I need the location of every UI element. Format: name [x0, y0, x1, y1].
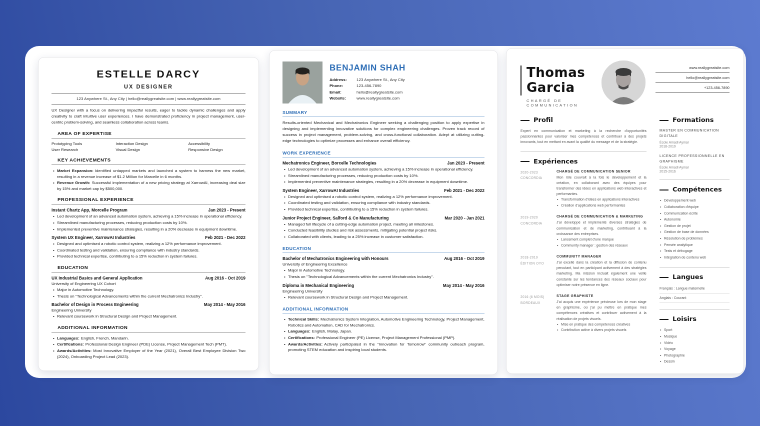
education-bullets — [52, 314, 246, 320]
formation-school: École Amadi Aymar — [659, 140, 689, 145]
bullet-label: Languages: — [57, 335, 80, 341]
resume-name: BENJAMIN SHAH — [329, 63, 406, 73]
experience-company: ÉDITION OYO — [520, 261, 545, 266]
section-heading: WORK EXPERIENCE — [283, 151, 485, 158]
experience-dates: Mar 2020 - Jan 2021 — [444, 215, 485, 221]
education-dates: May 2014 - May 2016 — [203, 302, 246, 308]
experience-header — [283, 215, 485, 220]
experience-header — [283, 188, 485, 193]
contact-value: 123-456-7890 — [356, 83, 382, 89]
bullet-item: • Provided technical expertise, contributing to a 15% reduction in system failures. — [283, 206, 485, 212]
formation-school: École Amadi Aymar — [659, 166, 689, 170]
bullet-label: Awards/Activities: — [288, 341, 323, 347]
thomas-photo-avatar — [602, 61, 646, 105]
dash-ornament — [521, 161, 530, 162]
contact-row: +123-456-7890 — [656, 85, 730, 93]
experience-bullets — [557, 197, 647, 209]
bullet-item: • Transformation d'idées en applications interactives — [557, 197, 647, 203]
bullet-text: Successful implementation of a new pricing strategy at XarrowAI, increasing deal size by 15% and market cap by $500,000. — [57, 180, 246, 191]
divider — [660, 309, 730, 310]
bullet-item: • Contribution active à divers projets visuels — [557, 328, 647, 334]
section-heading-label: Loisirs — [672, 315, 697, 324]
section-heading: ADDITIONAL INFORMATION — [283, 307, 485, 314]
additional-list — [283, 317, 485, 353]
experience-title: STAGE GRAPHISTE — [556, 294, 594, 298]
additional-list — [52, 335, 246, 359]
experience-period: 2020-2023 — [520, 170, 538, 175]
bullet-text: Identified untapped markets and launched a system to harness the new market, resulting in a revenue increase of $1.2 Million for Marcelle in 6 months. — [57, 168, 246, 179]
resume-card-estelle[interactable] — [38, 57, 259, 371]
expertise-item: Accessibility — [188, 141, 211, 146]
header-text-block — [330, 62, 406, 104]
experience-body — [557, 255, 647, 288]
resume-name: Thomas Garcia — [526, 65, 586, 96]
bullet-item: • Led development of an advanced automation system, achieving a 15% increase in operational efficiency. — [283, 167, 485, 173]
section-heading: SUMMARY — [283, 110, 485, 117]
experience-item — [521, 255, 647, 288]
experience-period: 2019-2020 — [520, 216, 538, 220]
divider — [521, 151, 647, 152]
skill-item: • Collaboration d'équipe — [660, 204, 730, 210]
experience-title: Junior Project Engineer, Salford & Co Manufacturing — [282, 215, 389, 221]
skill-item: • Résolution de problèmes — [660, 236, 730, 242]
contact-value: hello@reallygreatsite.com — [356, 89, 403, 95]
bullet-label: Revenue Growth: — [57, 180, 91, 186]
hobby-item: • Dessin — [660, 359, 730, 365]
experience-meta — [521, 215, 552, 248]
bullet-item: • Relevant coursework in Structural Design and Project Management. — [52, 314, 246, 320]
expertise-grid — [52, 142, 246, 153]
experience-company: CONCORDIA — [520, 222, 543, 226]
resume-name: ESTELLE DARCY — [96, 68, 201, 80]
experience-title: Instant Chartz App, Morcelle Program — [51, 207, 128, 213]
skill-item: • Gestion de base de données — [660, 230, 730, 236]
formation-dates: 2015-2016 — [659, 170, 676, 174]
experience-dates: Feb 2021 - Dec 2022 — [205, 235, 246, 241]
experience-title: CHARGÉ DE COMMUNICATION SENIOR — [556, 169, 631, 174]
education-bullets — [283, 294, 485, 300]
bullet-text: Most Innovative Employer of the Year (2021), Overall Best Employee Division Two (2024), Onboarding Project Lead (2023). — [57, 348, 246, 359]
section-heading: KEY ACHIEVEMENTS — [52, 158, 246, 166]
bullet-item — [283, 317, 485, 329]
experience-bullets — [557, 322, 647, 334]
bullet-item: • Streamlined manufacturing processes, reducing production costs by 10%. — [283, 173, 485, 179]
contact-label: Phone: — [329, 83, 344, 89]
experience-bullets — [283, 167, 485, 185]
bullet-label: Technical Skills: — [288, 317, 320, 322]
bullet-item — [52, 342, 246, 348]
education-dates: May 2014 - May 2016 — [442, 282, 485, 288]
section-heading — [660, 316, 730, 324]
bullet-item — [283, 329, 485, 335]
expertise-item: Interaction Design — [115, 141, 148, 146]
contact-row: hello@reallygreatsite.com — [656, 75, 730, 83]
contact-line: 123 Anywhere St., Any City | hello@reallygreatsite.com | www.reallygreatsite.com — [76, 96, 221, 101]
resume-card-thomas[interactable] — [506, 48, 744, 374]
bullet-text: Mechatronics System Integration, Automotive Engineering Technology, Project Management, Robotics and Automation, CAD for Mechatronics. — [288, 317, 485, 328]
experience-body — [557, 170, 647, 209]
experience-title: CHARGÉ DE COMMUNICATION & MARKETING — [556, 215, 644, 219]
experience-text: J'ai acquis une expérience précieuse lors de mon stage en graphisme, où j'ai pu mettre en pratique mes compétences créatives et contribuer activement à la réalisation de projets visuels. — [556, 300, 647, 321]
skill-item: • Intégration de contenu web — [660, 255, 730, 261]
section-heading — [521, 158, 647, 166]
divider — [52, 94, 246, 95]
experience-bullets — [52, 241, 246, 259]
experience-header — [283, 161, 485, 166]
section-heading-label: Profil — [533, 116, 553, 124]
bullet-item — [52, 348, 246, 360]
divider — [660, 267, 730, 268]
left-column — [521, 114, 647, 366]
bullet-item — [283, 341, 485, 353]
bullet-item: • Thesis on "Technological Advancements within the current Mechatronics Industry". — [52, 293, 246, 299]
degree: Bachelor of Design in Process Engineering — [51, 302, 139, 308]
degree: Bachelor of Mechatronics Engineering with Honours — [282, 256, 389, 262]
bullet-item: • Led development of an advanced automation system, achieving a 15% increase in operational efficiency. — [52, 214, 246, 220]
bullet-item: • Thesis on "Technological Advancements within the current Mechatronics Industry". — [283, 274, 485, 280]
divider — [52, 105, 246, 106]
resume-header — [283, 62, 485, 104]
hobbies-list — [660, 328, 730, 366]
bullet-text: English, French, Mandarin. — [80, 335, 129, 341]
formation-item — [660, 154, 730, 174]
language-item: Français : Langue maternelle — [660, 286, 730, 294]
summary-text: UX Designer with a focus on delivering impactful results, eager to tackle dynamic challenges and apply creativity to craft intuitive user experiences. I have demonstrated proficiency in project management, user-centric problem-solving, and seamless collaboration across teams. — [51, 108, 246, 125]
section-heading: EDUCATION — [52, 265, 246, 273]
experience-body — [557, 215, 647, 248]
bullet-item — [52, 335, 246, 341]
formation-item — [660, 129, 730, 149]
section-heading — [660, 186, 730, 194]
name-block — [521, 61, 599, 108]
contact-row — [330, 96, 406, 102]
bullet-label: Awards/Activities: — [57, 348, 92, 353]
formation-title: MASTER EN COMMUNICATION DIGITALE — [659, 129, 720, 138]
experience-period: 2016 (6 MOIS) — [520, 295, 545, 299]
experience-bullets — [52, 214, 246, 232]
experience-item — [521, 170, 647, 209]
education-dates: Aug 2016 - Oct 2019 — [444, 256, 485, 262]
experience-dates: Feb 2021 - Dec 2022 — [444, 187, 485, 193]
hobby-item: • Sport — [660, 328, 730, 334]
resume-card-benjamin[interactable] — [269, 50, 498, 375]
bullet-item: • Mise en pratique des compétences créatives — [557, 322, 647, 328]
hobby-item: • Photographie — [660, 353, 730, 359]
school-name: University of Engineering Excellence — [282, 262, 348, 267]
contact-row: www.reallygreatsite.com — [656, 65, 730, 73]
skills-list — [660, 198, 730, 261]
dash-ornament — [660, 277, 669, 278]
bullet-item — [283, 335, 485, 341]
expertise-item: Prototyping Tools — [51, 141, 83, 146]
experience-dates: Jan 2023 - Present — [447, 160, 485, 166]
summary-text: Results-oriented Mechanical and Mechatronics Engineer seeking a challenging position to apply expertise in designing and implementing innovative solutions for complex engineering challenges. Proven track record of success in project management, problem-solving, and cross-functional collaboration. Adept at utilizing cutting-edge technologies to optimize processes and enhance overall efficiency. — [282, 120, 485, 143]
contact-label: Address: — [329, 77, 347, 82]
experience-title: System Engineer, XarrowAI Industries — [282, 187, 360, 193]
bullet-item: • Designed and optimised a robotic control system, realizing a 12% performance improvement. — [52, 241, 246, 247]
expertise-item: Visual Design — [115, 147, 140, 152]
expertise-item: Responsive Design — [188, 147, 223, 152]
education-header — [283, 283, 485, 288]
section-heading: AREA OF EXPERTISE — [52, 131, 246, 139]
dash-ornament — [660, 120, 669, 121]
experience-meta — [521, 170, 552, 209]
contact-block — [656, 61, 730, 95]
right-column — [660, 114, 730, 366]
achievements-list — [52, 168, 246, 192]
bullet-label: Market Expansion: — [57, 168, 94, 173]
experience-body — [557, 295, 647, 334]
skill-item: • Tests et débogage — [660, 249, 730, 255]
hobby-item: • Musique — [660, 334, 730, 340]
degree: Diploma in Mechanical Engineering — [282, 282, 355, 288]
experience-bullets — [283, 221, 485, 239]
bullet-item: • Streamlined manufacturing processes, reducing production costs by 10%. — [52, 220, 246, 226]
experience-period: 2018-2019 — [520, 256, 538, 260]
section-heading — [660, 274, 730, 282]
bullet-item — [52, 168, 246, 180]
education-header — [283, 256, 485, 261]
bullet-item: • Implemented preventive maintenance strategies, resulting in a 20% decrease in equipment downtime. — [52, 226, 246, 232]
bullet-item: • Designed and optimised a robotic control system, realizing a 12% performance improvement. — [283, 194, 485, 200]
section-heading-label: Expériences — [533, 157, 578, 166]
experience-text: Mon rôle couvrait à la fois le développement et la création, en collaborant avec des équipes pour transformer des idées en applications web interactives et performantes. — [556, 175, 647, 197]
bullet-item: • Coordinated testing and validation, ensuring compliance with industry standards. — [52, 247, 246, 253]
bullet-item: • Major in Automotive Technology. — [283, 268, 485, 274]
experience-title: COMMUNITY MANAGER — [556, 255, 602, 259]
experience-item — [521, 215, 647, 248]
bullet-text: Professional Design Engineer (PDE) License, Project Management Tech (PMT). — [85, 342, 227, 347]
section-heading — [660, 117, 730, 125]
bullet-item: • Création d'applications web performantes — [557, 203, 647, 209]
section-heading: ADDITIONAL INFORMATION — [52, 325, 246, 333]
contact-label: Website: — [329, 96, 347, 101]
experience-bullets — [557, 237, 647, 249]
section-heading-label: Formations — [672, 116, 714, 124]
section-heading-label: Compétences — [672, 186, 722, 194]
skill-item: • Gestion de projet — [660, 223, 730, 229]
dash-ornament — [660, 319, 669, 320]
hobby-item: • Vidéo — [660, 340, 730, 346]
dash-ornament — [521, 120, 530, 121]
school-name: University of Engineering UX Cohort — [51, 281, 116, 286]
contact-label: Email: — [329, 89, 342, 95]
section-heading-label: Langues — [672, 273, 704, 282]
bullet-item: • Collaborated with clients, leading to a 25% increase in customer satisfaction. — [283, 234, 485, 240]
skill-item: • Pensée analytique — [660, 242, 730, 248]
education-bullets — [283, 268, 485, 280]
dash-ornament — [660, 189, 669, 190]
experience-text: J'ai développé et implémenté diverses stratégies de communication et de marketing, contribuant à la croissance des entreprises. — [556, 221, 647, 236]
divider — [660, 180, 730, 181]
profile-text: Expert en communication et marketing à la recherche d'opportunités passionnantes pour valoriser mes compétences et contribuer à des projets innovants, tout en mettant en avant la qualité du message et de la stratégie. — [520, 129, 647, 145]
bullet-item: • Major in Automotive Technology. — [52, 287, 246, 293]
section-heading — [521, 117, 647, 125]
bullet-text: Actively participated in the "Innovation for Tomorrow" community outreach program, promoting STEM education and inspiring local students. — [288, 341, 485, 353]
templates-panel — [25, 46, 746, 378]
skill-item: • Développement web — [660, 198, 730, 204]
benjamin-photo-avatar — [283, 62, 323, 104]
contact-value: 123 Anywhere St., Any City — [356, 77, 405, 82]
school-name: Engineering University — [51, 308, 92, 313]
language-item: Anglais : Courant — [660, 295, 730, 303]
expertise-item: User Research — [51, 147, 79, 152]
bullet-label: Languages: — [288, 329, 311, 334]
bullet-item — [52, 180, 246, 192]
resume-job-title: CHARGÉ DE COMMUNICATION — [526, 98, 579, 108]
bullet-text: English, Malay, Japan. — [311, 329, 352, 334]
bullet-item: • Community manager : gestion des réseaux — [557, 243, 647, 249]
section-heading: EDUCATION — [283, 246, 485, 253]
experience-item — [521, 295, 647, 334]
bullet-item: • Relevant coursework in Structural Design and Project Management. — [283, 294, 485, 300]
formation-title: LICENCE PROFESSIONNELLE EN GRAPHISME — [659, 154, 725, 164]
bullet-text: Professional Engineer (PE) License, Project Management Professional (PMP). — [316, 335, 456, 340]
experience-header — [52, 208, 246, 213]
bullet-item: • Coordinated testing and validation, ensuring compliance with industry standards. — [283, 200, 485, 206]
education-bullets — [52, 287, 246, 299]
bullet-item: • Managed full lifecycle of a cutting-edge automation project, meeting all milestones. — [283, 221, 485, 227]
contact-value: www.reallygreatsite.com — [356, 96, 400, 101]
skill-item: • Communication écrite — [660, 211, 730, 217]
bullet-item: • Provided technical expertise, contributing to a 15% reduction in system failures. — [52, 254, 246, 260]
bullet-item: • Lancement complet d'une marque — [557, 237, 647, 243]
experience-title: System UX Engineer, XarrowAI Industries — [51, 235, 136, 241]
experience-title: Mechatronics Engineer, Borcelle Technologies — [282, 160, 377, 166]
degree: UX Industrial Basics and General Application — [51, 275, 143, 281]
experience-text: J'ai excellé dans la création et la diffusion de contenu percutant, tout en participant activement à des stratégies marketing. Ma mission incluait également une veille constante sur les tendances des réseaux sociaux pour optimiser notre présence en ligne. — [556, 261, 647, 287]
education-dates: Aug 2016 - Oct 2019 — [205, 275, 246, 281]
education-header — [52, 302, 246, 307]
bullet-label: Certifications: — [57, 342, 84, 347]
skill-item: • Autonomie — [660, 217, 730, 223]
experience-header — [52, 235, 246, 240]
experience-meta — [521, 295, 552, 334]
bullet-label: Certifications: — [288, 335, 315, 340]
experience-meta — [521, 255, 552, 288]
resume-header — [521, 61, 730, 108]
formation-dates: 2018-2019 — [659, 144, 676, 149]
experience-company: BORDEAUX — [520, 301, 541, 305]
bullet-item: • Conducted feasibility studies and risk assessments, mitigating potential project risks. — [283, 228, 485, 234]
section-heading: PROFESSIONAL EXPERIENCE — [52, 197, 246, 205]
education-header — [52, 275, 246, 280]
bullet-item: • Implemented preventive maintenance strategies, resulting in a 20% decrease in equipment downtime. — [283, 179, 485, 185]
school-name: Engineering University — [282, 288, 323, 294]
experience-bullets — [283, 194, 485, 212]
resume-job-title: UX DESIGNER — [124, 84, 173, 90]
experience-company: CONCORDIA — [520, 176, 543, 181]
hobby-item: • Voyage — [660, 347, 730, 353]
experience-dates: Jan 2023 - Present — [208, 207, 246, 213]
